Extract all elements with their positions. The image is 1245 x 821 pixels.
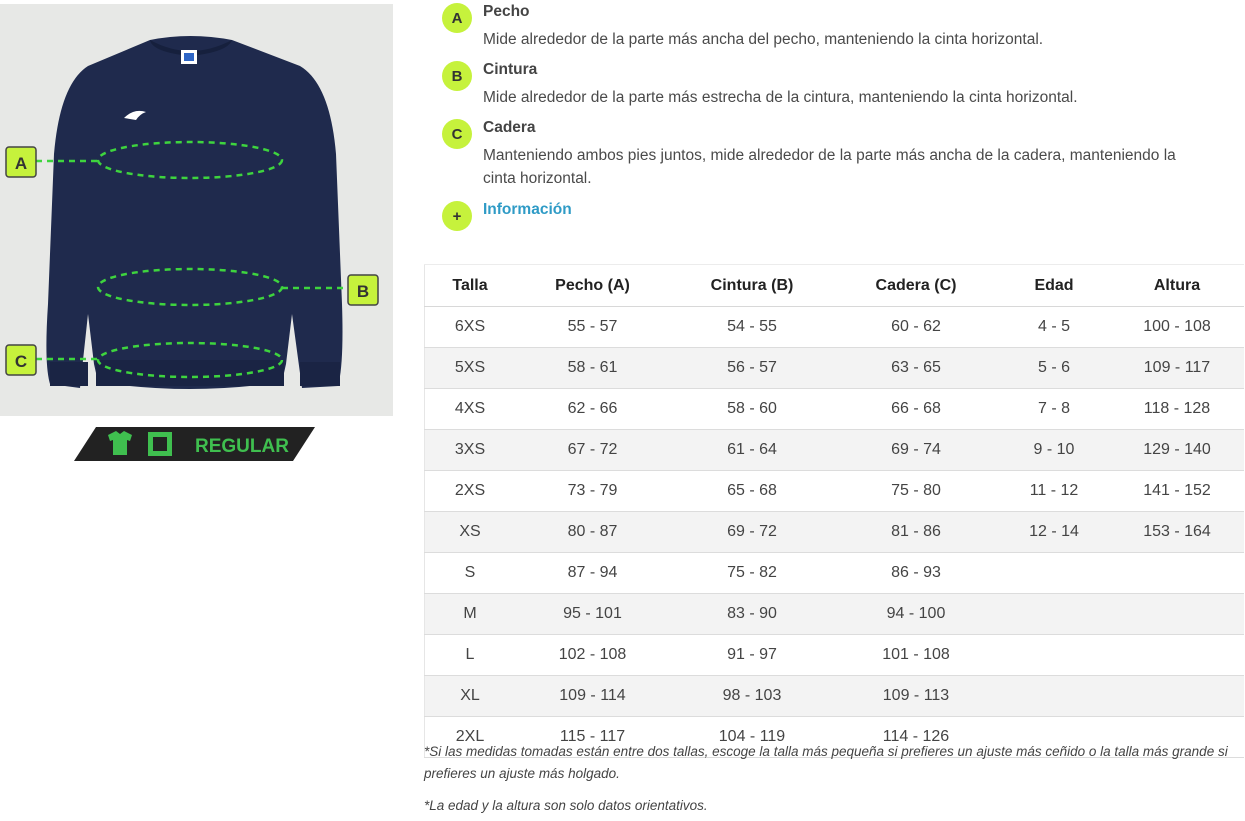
table-cell: 87 - 94 [515, 553, 670, 594]
table-cell: 69 - 72 [670, 512, 834, 553]
svg-text:C: C [14, 352, 28, 371]
table-cell: L [425, 635, 516, 676]
table-cell: 66 - 68 [834, 389, 998, 430]
table-row [425, 471, 1245, 512]
table-cell: 83 - 90 [670, 594, 834, 635]
column-header: Altura [1110, 265, 1244, 307]
table-cell: 6XS [425, 307, 516, 348]
table-row [425, 553, 1245, 594]
column-header: Cintura (B) [670, 265, 834, 307]
footnote-fit: *Si las medidas tomadas están entre dos tallas, escoge la talla más pequeña si prefieres un ajuste más ceñido o la talla más grande si prefieres un ajuste más holgado. [424, 744, 1228, 781]
column-header: Cadera (C) [834, 265, 998, 307]
measure-description: Mide alrededor de la parte más ancha del pecho, manteniendo la cinta horizontal. [483, 31, 1044, 48]
table-cell: 9 - 10 [998, 430, 1110, 471]
table-cell: 65 - 68 [670, 471, 834, 512]
table-body [425, 307, 1245, 758]
column-header: Edad [998, 265, 1110, 307]
table-cell: 129 - 140 [1110, 430, 1244, 471]
table-cell [998, 553, 1110, 594]
table-cell: 5XS [425, 348, 516, 389]
table-cell: 7 - 8 [998, 389, 1110, 430]
table-row [425, 594, 1245, 635]
table-row [425, 348, 1245, 389]
table-cell [1110, 635, 1244, 676]
table-row [425, 389, 1245, 430]
table-header-row [425, 265, 1245, 307]
table-cell: 95 - 101 [515, 594, 670, 635]
table-cell: 80 - 87 [515, 512, 670, 553]
table-cell [998, 635, 1110, 676]
marker-c [6, 345, 36, 375]
table-row [425, 635, 1245, 676]
table-cell: 54 - 55 [670, 307, 834, 348]
footnote-age: *La edad y la altura son solo datos orientativos. [424, 798, 708, 813]
table-cell [998, 594, 1110, 635]
table-cell: XL [425, 676, 516, 717]
table-cell: 56 - 57 [670, 348, 834, 389]
table-cell: 109 - 114 [515, 676, 670, 717]
table-cell: 94 - 100 [834, 594, 998, 635]
table-cell: 115 - 117 [515, 717, 670, 758]
table-cell: S [425, 553, 516, 594]
table-cell: 101 - 108 [834, 635, 998, 676]
table-cell: 118 - 128 [1110, 389, 1244, 430]
product-image [0, 4, 393, 416]
svg-text:A: A [14, 154, 28, 173]
table-cell: 114 - 126 [834, 717, 998, 758]
table-cell: 2XL [425, 717, 516, 758]
sweatshirt-illustration [0, 4, 393, 416]
table-cell: 4XS [425, 389, 516, 430]
table-cell: 60 - 62 [834, 307, 998, 348]
table-cell: 11 - 12 [998, 471, 1110, 512]
table-cell: 73 - 79 [515, 471, 670, 512]
table-cell: 3XS [425, 430, 516, 471]
table-cell: 75 - 82 [670, 553, 834, 594]
table-cell: 75 - 80 [834, 471, 998, 512]
table-cell: 67 - 72 [515, 430, 670, 471]
table-cell: 102 - 108 [515, 635, 670, 676]
measure-title: Cadera [483, 119, 536, 136]
measure-letter-b: B [442, 61, 472, 91]
svg-text:B: B [356, 282, 370, 301]
fit-label: REGULAR [195, 436, 289, 457]
regular-fit-icon [148, 432, 172, 456]
marker-b [348, 275, 378, 305]
table-cell: 69 - 74 [834, 430, 998, 471]
table-cell: 104 - 119 [670, 717, 834, 758]
table-cell [1110, 676, 1244, 717]
table-cell: 58 - 60 [670, 389, 834, 430]
table-row [425, 676, 1245, 717]
measure-title: Pecho [483, 3, 530, 20]
column-header: Pecho (A) [515, 265, 670, 307]
measure-description: Manteniendo ambos pies juntos, mide alrededor de la parte más ancha de la cadera, manteniendo la cinta horizontal. [483, 147, 1176, 187]
table-cell: 98 - 103 [670, 676, 834, 717]
fit-badge [74, 427, 315, 461]
table-cell: 109 - 113 [834, 676, 998, 717]
plus-icon[interactable]: + [442, 201, 472, 231]
info-link[interactable]: Información [483, 201, 572, 218]
table-cell: 153 - 164 [1110, 512, 1244, 553]
table-cell [1110, 594, 1244, 635]
table-cell: 55 - 57 [515, 307, 670, 348]
measure-description: Mide alrededor de la parte más estrecha de la cintura, manteniendo la cinta horizontal. [483, 89, 1078, 106]
table-row [425, 512, 1245, 553]
table-cell: 141 - 152 [1110, 471, 1244, 512]
marker-a [6, 147, 36, 177]
size-table [424, 264, 1244, 758]
table-cell: XS [425, 512, 516, 553]
table-cell: 62 - 66 [515, 389, 670, 430]
table-cell: 58 - 61 [515, 348, 670, 389]
table-cell: 100 - 108 [1110, 307, 1244, 348]
table-cell: 12 - 14 [998, 512, 1110, 553]
table-cell [998, 676, 1110, 717]
table-row [425, 430, 1245, 471]
table-cell: 91 - 97 [670, 635, 834, 676]
table-cell: 63 - 65 [834, 348, 998, 389]
measure-letter-a: A [442, 3, 472, 33]
table-cell: 86 - 93 [834, 553, 998, 594]
measure-title: Cintura [483, 61, 538, 78]
column-header: Talla [425, 265, 516, 307]
table-cell: 109 - 117 [1110, 348, 1244, 389]
table-cell [1110, 553, 1244, 594]
table-cell: M [425, 594, 516, 635]
measure-letter-c: C [442, 119, 472, 149]
table-cell: 61 - 64 [670, 430, 834, 471]
table-cell: 81 - 86 [834, 512, 998, 553]
table-cell: 5 - 6 [998, 348, 1110, 389]
table-cell: 4 - 5 [998, 307, 1110, 348]
table-cell: 2XS [425, 471, 516, 512]
table-row [425, 307, 1245, 348]
